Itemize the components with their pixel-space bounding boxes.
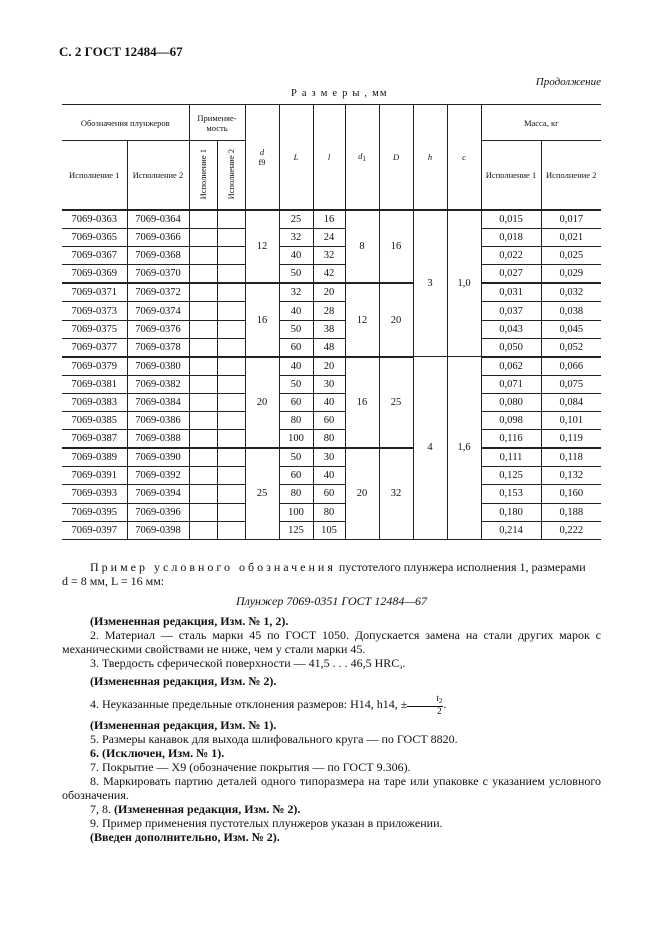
cell-app1 xyxy=(189,412,217,430)
header-l: l xyxy=(313,105,345,211)
cell-app2 xyxy=(217,210,245,229)
cell-mass2: 0,118 xyxy=(541,448,601,467)
cell-mass2: 0,045 xyxy=(541,320,601,338)
cell-mass2: 0,101 xyxy=(541,412,601,430)
table-row xyxy=(62,320,601,338)
cell-app1 xyxy=(189,430,217,449)
cell-l: 60 xyxy=(313,412,345,430)
plunger-table xyxy=(62,104,601,540)
cell-mass2: 0,032 xyxy=(541,283,601,302)
cell-isp2: 7069-0376 xyxy=(127,320,189,338)
cell-app1 xyxy=(189,320,217,338)
cell-d1: 20 xyxy=(345,448,379,539)
cell-app1 xyxy=(189,357,217,376)
header-plunger: Обозначения плунжеров xyxy=(62,105,189,141)
cell-app2 xyxy=(217,375,245,393)
cell-mass1: 0,043 xyxy=(481,320,541,338)
table-row xyxy=(62,338,601,357)
cell-app2 xyxy=(217,320,245,338)
cell-isp1: 7069-0387 xyxy=(62,430,127,449)
cell-isp1: 7069-0369 xyxy=(62,265,127,284)
cell-isp2: 7069-0390 xyxy=(127,448,189,467)
cell-isp1: 7069-0395 xyxy=(62,503,127,521)
cell-isp2: 7069-0374 xyxy=(127,302,189,320)
cell-isp2: 7069-0380 xyxy=(127,357,189,376)
cell-mass1: 0,153 xyxy=(481,485,541,503)
paragraph-example-intro: Пример условного обозначения пустотелого плунжера исполнения 1, размерами xyxy=(90,560,586,574)
cell-L: 125 xyxy=(279,521,313,539)
cell-mass2: 0,160 xyxy=(541,485,601,503)
header-h: h xyxy=(413,105,447,211)
cell-isp1: 7069-0365 xyxy=(62,229,127,247)
cell-mass1: 0,018 xyxy=(481,229,541,247)
table-row xyxy=(62,430,601,449)
table-row xyxy=(62,448,601,467)
cell-isp2: 7069-0368 xyxy=(127,247,189,265)
cell-d1: 12 xyxy=(345,283,379,356)
cell-l: 20 xyxy=(313,283,345,302)
table-row xyxy=(62,375,601,393)
header-d: d f9 xyxy=(245,105,279,211)
cell-L: 50 xyxy=(279,320,313,338)
paragraph-7-8-note: 7, 8. (Измененная редакция, Изм. № 2). xyxy=(90,802,301,816)
cell-l: 60 xyxy=(313,485,345,503)
header-D: D xyxy=(379,105,413,211)
cell-L: 60 xyxy=(279,393,313,411)
cell-mass1: 0,111 xyxy=(481,448,541,467)
paragraph-example-dims: d = 8 мм, L = 16 мм: xyxy=(62,574,165,588)
cell-isp2: 7069-0398 xyxy=(127,521,189,539)
cell-l: 24 xyxy=(313,229,345,247)
cell-L: 40 xyxy=(279,357,313,376)
cell-mass1: 0,022 xyxy=(481,247,541,265)
cell-isp1: 7069-0391 xyxy=(62,467,127,485)
cell-mass2: 0,084 xyxy=(541,393,601,411)
cell-L: 100 xyxy=(279,503,313,521)
example-designation: Плунжер 7069-0351 ГОСТ 12484—67 xyxy=(235,594,428,608)
table-row xyxy=(62,210,601,229)
header-applicability: Применяе-мость xyxy=(189,105,245,141)
cell-isp2: 7069-0364 xyxy=(127,210,189,229)
cell-l: 16 xyxy=(313,210,345,229)
cell-l: 80 xyxy=(313,430,345,449)
cell-mass2: 0,188 xyxy=(541,503,601,521)
cell-d1: 8 xyxy=(345,210,379,283)
cell-isp1: 7069-0393 xyxy=(62,485,127,503)
header-app1: Исполнение 1 xyxy=(189,141,217,211)
table-row xyxy=(62,485,601,503)
cell-isp1: 7069-0367 xyxy=(62,247,127,265)
table-row xyxy=(62,265,601,284)
cell-mass1: 0,071 xyxy=(481,375,541,393)
table-row xyxy=(62,229,601,247)
header-mass1: Исполнение 1 xyxy=(481,141,541,211)
cell-L: 80 xyxy=(279,485,313,503)
cell-mass2: 0,222 xyxy=(541,521,601,539)
edition-note-2: (Измененная редакция, Изм. № 2). xyxy=(90,674,277,688)
cell-L: 60 xyxy=(279,467,313,485)
table-row xyxy=(62,521,601,539)
cell-isp2: 7069-0392 xyxy=(127,467,189,485)
paragraph-7: 7. Покрытие — Х9 (обозначение покрытия — по ГОСТ 9.306). xyxy=(90,760,411,774)
cell-app1 xyxy=(189,467,217,485)
cell-mass2: 0,052 xyxy=(541,338,601,357)
cell-isp2: 7069-0366 xyxy=(127,229,189,247)
cell-L: 50 xyxy=(279,448,313,467)
cell-app1 xyxy=(189,210,217,229)
cell-l: 105 xyxy=(313,521,345,539)
cell-L: 40 xyxy=(279,247,313,265)
cell-L: 32 xyxy=(279,229,313,247)
cell-l: 20 xyxy=(313,357,345,376)
cell-D: 32 xyxy=(379,448,413,539)
table-row xyxy=(62,247,601,265)
cell-app2 xyxy=(217,412,245,430)
header-isp1: Исполнение 1 xyxy=(62,141,127,211)
cell-l: 38 xyxy=(313,320,345,338)
cell-isp1: 7069-0375 xyxy=(62,320,127,338)
cell-app1 xyxy=(189,521,217,539)
table-row xyxy=(62,412,601,430)
cell-isp1: 7069-0379 xyxy=(62,357,127,376)
table-row xyxy=(62,357,601,376)
cell-isp2: 7069-0372 xyxy=(127,283,189,302)
cell-L: 32 xyxy=(279,283,313,302)
cell-l: 40 xyxy=(313,467,345,485)
table-body xyxy=(62,210,601,539)
cell-D: 16 xyxy=(379,210,413,283)
table-row xyxy=(62,467,601,485)
continuation-label: Продолжение xyxy=(535,76,601,88)
header-mass2: Исполнение 2 xyxy=(541,141,601,211)
cell-app2 xyxy=(217,357,245,376)
cell-mass1: 0,098 xyxy=(481,412,541,430)
header-L: L xyxy=(279,105,313,211)
cell-mass2: 0,132 xyxy=(541,467,601,485)
paragraph-2: 2. Материал — сталь марки 45 по ГОСТ 1050. Допускается замена на стали других марок с механическими свойствами не ниже, чем у стали марки 45. xyxy=(62,628,601,656)
cell-l: 28 xyxy=(313,302,345,320)
cell-mass1: 0,031 xyxy=(481,283,541,302)
cell-app2 xyxy=(217,229,245,247)
cell-d: 12 xyxy=(245,210,279,283)
header-mass: Масса, кг xyxy=(481,105,601,141)
cell-app1 xyxy=(189,338,217,357)
cell-c: 1,6 xyxy=(447,357,481,539)
cell-app2 xyxy=(217,467,245,485)
cell-mass2: 0,017 xyxy=(541,210,601,229)
cell-isp2: 7069-0382 xyxy=(127,375,189,393)
cell-h: 4 xyxy=(413,357,447,539)
cell-app1 xyxy=(189,229,217,247)
table-row xyxy=(62,393,601,411)
cell-mass1: 0,180 xyxy=(481,503,541,521)
cell-L: 60 xyxy=(279,338,313,357)
sizes-label: Р а з м е р ы , мм xyxy=(291,88,388,99)
cell-mass2: 0,119 xyxy=(541,430,601,449)
cell-app2 xyxy=(217,283,245,302)
table-row xyxy=(62,503,601,521)
cell-isp2: 7069-0388 xyxy=(127,430,189,449)
cell-app2 xyxy=(217,430,245,449)
cell-isp1: 7069-0385 xyxy=(62,412,127,430)
cell-mass2: 0,038 xyxy=(541,302,601,320)
cell-app2 xyxy=(217,485,245,503)
cell-l: 80 xyxy=(313,503,345,521)
cell-D: 20 xyxy=(379,283,413,356)
cell-app2 xyxy=(217,338,245,357)
cell-app2 xyxy=(217,265,245,284)
cell-app2 xyxy=(217,521,245,539)
cell-isp2: 7069-0370 xyxy=(127,265,189,284)
cell-D: 25 xyxy=(379,357,413,448)
cell-app2 xyxy=(217,247,245,265)
cell-L: 100 xyxy=(279,430,313,449)
cell-app1 xyxy=(189,448,217,467)
cell-l: 30 xyxy=(313,375,345,393)
table-row xyxy=(62,283,601,302)
cell-app1 xyxy=(189,485,217,503)
text-block xyxy=(62,560,601,844)
header-c: c xyxy=(447,105,481,211)
cell-l: 40 xyxy=(313,393,345,411)
cell-app1 xyxy=(189,247,217,265)
cell-isp1: 7069-0389 xyxy=(62,448,127,467)
cell-app1 xyxy=(189,375,217,393)
cell-l: 32 xyxy=(313,247,345,265)
cell-app1 xyxy=(189,283,217,302)
cell-isp2: 7069-0384 xyxy=(127,393,189,411)
cell-app1 xyxy=(189,503,217,521)
cell-isp2: 7069-0378 xyxy=(127,338,189,357)
cell-isp2: 7069-0394 xyxy=(127,485,189,503)
table-row xyxy=(62,302,601,320)
cell-mass1: 0,050 xyxy=(481,338,541,357)
cell-app2 xyxy=(217,302,245,320)
cell-isp1: 7069-0383 xyxy=(62,393,127,411)
cell-L: 80 xyxy=(279,412,313,430)
cell-L: 40 xyxy=(279,302,313,320)
edition-note-3: (Измененная редакция, Изм. № 1). xyxy=(90,718,277,732)
cell-isp1: 7069-0373 xyxy=(62,302,127,320)
cell-mass2: 0,029 xyxy=(541,265,601,284)
cell-d: 16 xyxy=(245,283,279,356)
cell-l: 48 xyxy=(313,338,345,357)
cell-mass2: 0,066 xyxy=(541,357,601,376)
cell-L: 25 xyxy=(279,210,313,229)
cell-l: 30 xyxy=(313,448,345,467)
edition-note-1: (Измененная редакция, Изм. № 1, 2). xyxy=(90,614,289,628)
cell-mass2: 0,075 xyxy=(541,375,601,393)
header-app2: Исполнение 2 xyxy=(217,141,245,211)
paragraph-9: 9. Пример применения пустотелых плунжеров указан в приложении. xyxy=(90,816,443,830)
cell-mass1: 0,037 xyxy=(481,302,541,320)
cell-mass1: 0,027 xyxy=(481,265,541,284)
cell-app2 xyxy=(217,393,245,411)
paragraph-8: 8. Маркировать партию деталей одного типоразмера на таре или упаковке с указанием условного обозначения. xyxy=(62,774,601,802)
cell-d: 20 xyxy=(245,357,279,448)
cell-d1: 16 xyxy=(345,357,379,448)
cell-mass1: 0,214 xyxy=(481,521,541,539)
cell-isp1: 7069-0397 xyxy=(62,521,127,539)
cell-L: 50 xyxy=(279,375,313,393)
cell-mass1: 0,080 xyxy=(481,393,541,411)
cell-app2 xyxy=(217,503,245,521)
cell-isp1: 7069-0381 xyxy=(62,375,127,393)
paragraph-3: 3. Твердость сферической поверхности — 41,5 . . . 46,5 $HRC_э$. xyxy=(90,656,406,671)
cell-mass1: 0,116 xyxy=(481,430,541,449)
cell-L: 50 xyxy=(279,265,313,284)
cell-mass1: 0,125 xyxy=(481,467,541,485)
cell-app1 xyxy=(189,393,217,411)
page-header: С. 2 ГОСТ 12484—67 xyxy=(59,44,183,59)
cell-l: 42 xyxy=(313,265,345,284)
cell-isp1: 7069-0377 xyxy=(62,338,127,357)
paragraph-6: 6. (Исключен, Изм. № 1). xyxy=(90,746,225,760)
cell-mass1: 0,062 xyxy=(481,357,541,376)
header-isp2: Исполнение 2 xyxy=(127,141,189,211)
cell-mass2: 0,021 xyxy=(541,229,601,247)
paragraph-5: 5. Размеры канавок для выхода шлифовального круга — по ГОСТ 8820. xyxy=(90,732,458,746)
cell-app2 xyxy=(217,448,245,467)
cell-mass2: 0,025 xyxy=(541,247,601,265)
cell-d: 25 xyxy=(245,448,279,539)
cell-h: 3 xyxy=(413,210,447,357)
cell-isp2: 7069-0386 xyxy=(127,412,189,430)
header-d1: $d_1$ xyxy=(345,105,379,211)
cell-c: 1,0 xyxy=(447,210,481,357)
cell-app1 xyxy=(189,265,217,284)
cell-mass1: 0,015 xyxy=(481,210,541,229)
paragraph-4: 4. Неуказанные предельные отклонения размеров: H14, h14, ± $\frac{t_2}{2}$ . xyxy=(90,693,447,716)
cell-isp1: 7069-0371 xyxy=(62,283,127,302)
cell-isp1: 7069-0363 xyxy=(62,210,127,229)
cell-app1 xyxy=(189,302,217,320)
edition-note-4: (Введен дополнительно, Изм. № 2). xyxy=(90,830,280,844)
cell-isp2: 7069-0396 xyxy=(127,503,189,521)
